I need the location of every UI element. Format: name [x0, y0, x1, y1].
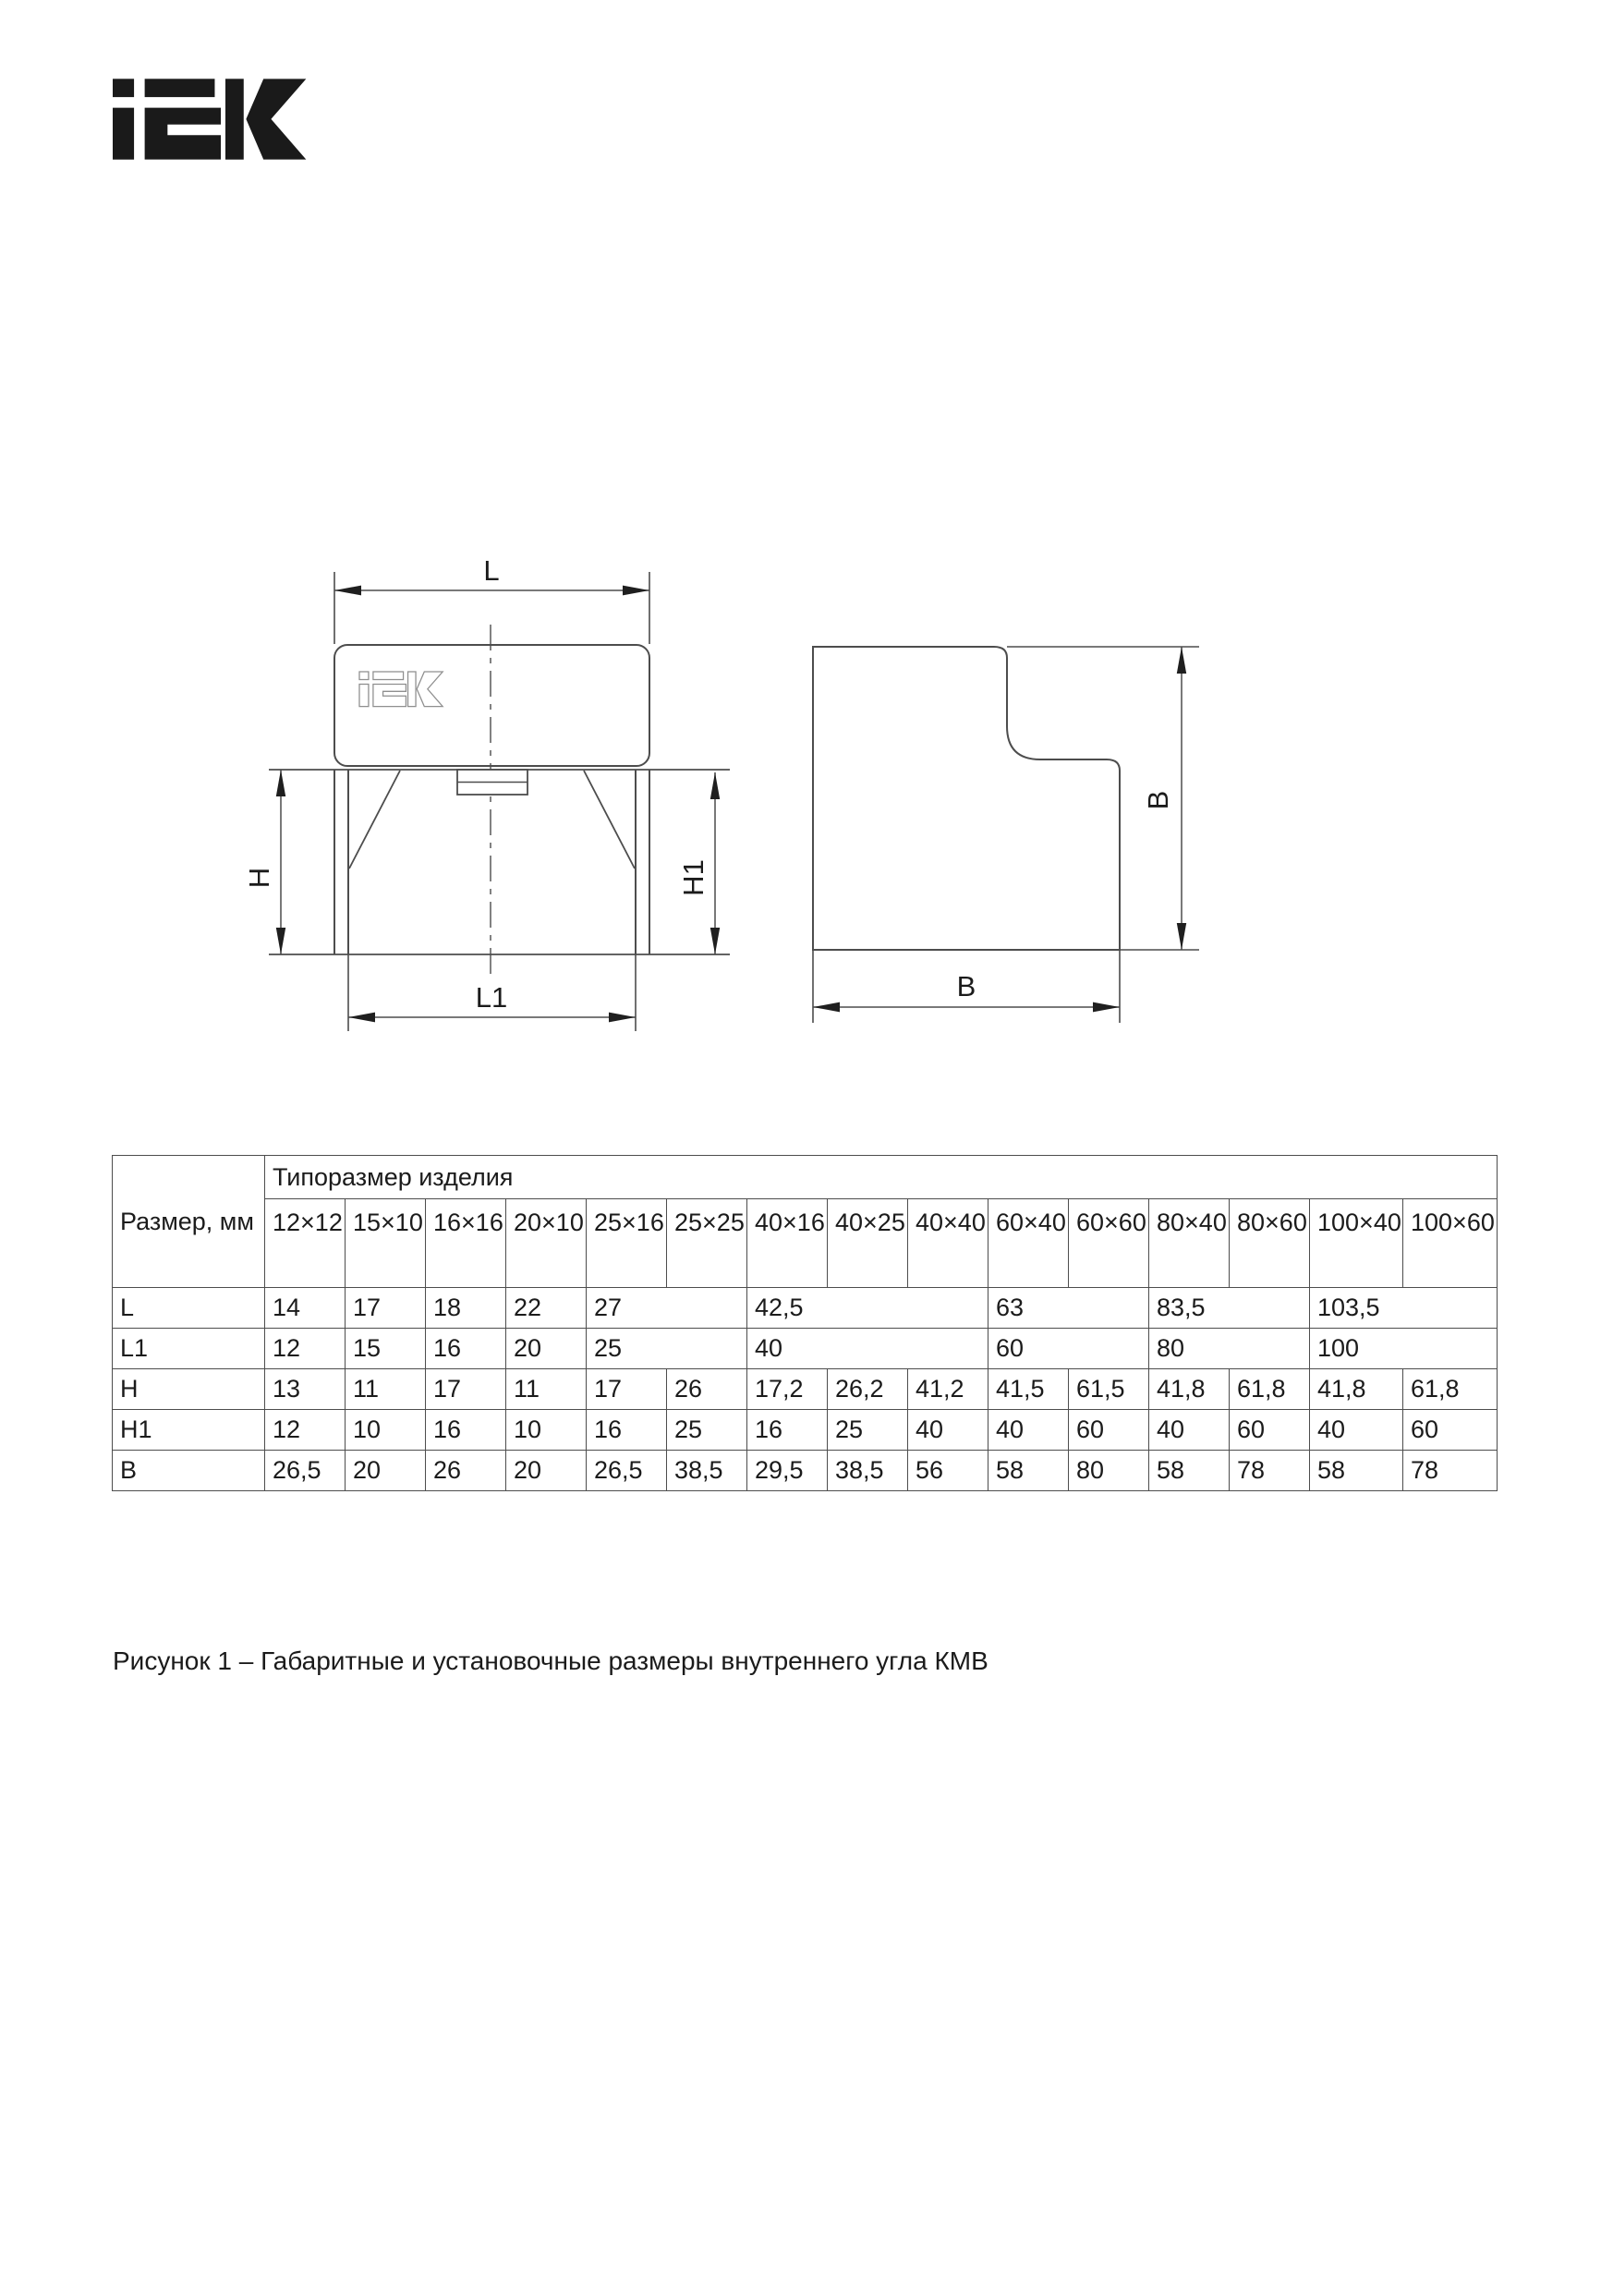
- value-cell: 38,5: [667, 1451, 747, 1491]
- size-column-header: 15×10: [346, 1199, 426, 1288]
- table-row: [113, 1451, 1498, 1491]
- value-cell: 61,5: [1069, 1369, 1149, 1410]
- size-column-header: 60×40: [988, 1199, 1069, 1288]
- row-label: L: [113, 1288, 265, 1329]
- arrowhead: [623, 586, 649, 596]
- front-view: [269, 572, 730, 1031]
- arrowhead: [1093, 1002, 1120, 1013]
- value-cell: 16: [587, 1410, 667, 1451]
- value-cell: 103,5: [1310, 1288, 1498, 1329]
- dim-label-B-horizontal: B: [956, 970, 976, 1002]
- arrowhead: [710, 928, 720, 954]
- value-cell: 18: [426, 1288, 506, 1329]
- size-column-header: 25×25: [667, 1199, 747, 1288]
- value-cell: 16: [747, 1410, 828, 1451]
- value-cell: 61,8: [1230, 1369, 1310, 1410]
- table-row: [113, 1329, 1498, 1369]
- value-cell: 26,5: [587, 1451, 667, 1491]
- table-body: [113, 1288, 1498, 1491]
- value-cell: 10: [346, 1410, 426, 1451]
- value-cell: 11: [346, 1369, 426, 1410]
- value-cell: 83,5: [1149, 1288, 1310, 1329]
- base-walls: [334, 770, 649, 954]
- value-cell: 17: [346, 1288, 426, 1329]
- value-cell: 42,5: [747, 1288, 988, 1329]
- value-cell: 20: [506, 1451, 587, 1491]
- value-cell: 13: [265, 1369, 346, 1410]
- arrowhead: [1177, 923, 1186, 950]
- table-row: [113, 1410, 1498, 1451]
- row-label: B: [113, 1451, 265, 1491]
- value-cell: 11: [506, 1369, 587, 1410]
- size-column-header: 40×25: [828, 1199, 908, 1288]
- row-label: L1: [113, 1329, 265, 1369]
- value-cell: 58: [1310, 1451, 1403, 1491]
- table-row: [113, 1288, 1498, 1329]
- size-column-header: 80×40: [1149, 1199, 1230, 1288]
- value-cell: 40: [908, 1410, 988, 1451]
- value-cell: 16: [426, 1410, 506, 1451]
- size-column-header: 80×60: [1230, 1199, 1310, 1288]
- size-column-header: 100×40: [1310, 1199, 1403, 1288]
- arrowhead: [348, 1013, 375, 1023]
- side-view: [813, 647, 1199, 1023]
- arrowhead: [609, 1013, 636, 1023]
- technical-drawing: [240, 531, 1243, 1049]
- value-cell: 14: [265, 1288, 346, 1329]
- value-cell: 27: [587, 1288, 747, 1329]
- corner-header-cell: Размер, мм: [113, 1156, 265, 1288]
- value-cell: 41,8: [1149, 1369, 1230, 1410]
- value-cell: 61,8: [1403, 1369, 1498, 1410]
- value-cell: 16: [426, 1329, 506, 1369]
- value-cell: 41,2: [908, 1369, 988, 1410]
- value-cell: 26,2: [828, 1369, 908, 1410]
- value-cell: 17,2: [747, 1369, 828, 1410]
- value-cell: 10: [506, 1410, 587, 1451]
- value-cell: 20: [506, 1329, 587, 1369]
- size-column-header: 16×16: [426, 1199, 506, 1288]
- arrowhead: [334, 586, 361, 596]
- value-cell: 80: [1149, 1329, 1310, 1369]
- value-cell: 60: [1069, 1410, 1149, 1451]
- value-cell: 41,5: [988, 1369, 1069, 1410]
- dim-label-H1: H1: [677, 859, 709, 896]
- iek-logo: [113, 79, 308, 160]
- size-column-header: 40×16: [747, 1199, 828, 1288]
- value-cell: 22: [506, 1288, 587, 1329]
- value-cell: 100: [1310, 1329, 1498, 1369]
- value-cell: 58: [988, 1451, 1069, 1491]
- value-cell: 56: [908, 1451, 988, 1491]
- size-header-row: [113, 1199, 1498, 1288]
- value-cell: 60: [988, 1329, 1149, 1369]
- size-column-header: 25×16: [587, 1199, 667, 1288]
- value-cell: 26: [426, 1451, 506, 1491]
- value-cell: 17: [587, 1369, 667, 1410]
- dimensions-table: [112, 1155, 1498, 1491]
- value-cell: 63: [988, 1288, 1149, 1329]
- arrowhead: [1177, 647, 1186, 674]
- figure-caption: Рисунок 1 – Габаритные и установочные размеры внутреннего угла КМВ: [113, 1646, 988, 1675]
- value-cell: 78: [1230, 1451, 1310, 1491]
- value-cell: 40: [747, 1329, 988, 1369]
- dim-label-H: H: [243, 867, 275, 889]
- corner-profile: [813, 647, 1120, 950]
- dim-label-L: L: [483, 554, 500, 587]
- value-cell: 38,5: [828, 1451, 908, 1491]
- value-cell: 26: [667, 1369, 747, 1410]
- size-column-header: 40×40: [908, 1199, 988, 1288]
- size-column-header: 60×60: [1069, 1199, 1149, 1288]
- row-label: H: [113, 1369, 265, 1410]
- arrowhead: [276, 770, 285, 796]
- value-cell: 40: [1310, 1410, 1403, 1451]
- table-header-group-row: [113, 1156, 1498, 1199]
- value-cell: 40: [988, 1410, 1069, 1451]
- size-column-header: 20×10: [506, 1199, 587, 1288]
- cover-outline: [334, 645, 649, 766]
- arrowhead: [276, 928, 285, 954]
- value-cell: 25: [587, 1329, 747, 1369]
- value-cell: 20: [346, 1451, 426, 1491]
- value-cell: 29,5: [747, 1451, 828, 1491]
- arrowhead: [813, 1002, 840, 1013]
- dim-label-B-vertical: B: [1142, 790, 1174, 810]
- value-cell: 40: [1149, 1410, 1230, 1451]
- size-column-header: 12×12: [265, 1199, 346, 1288]
- value-cell: 25: [667, 1410, 747, 1451]
- value-cell: 12: [265, 1329, 346, 1369]
- dim-label-L1: L1: [475, 981, 508, 1014]
- size-column-header: 100×60: [1403, 1199, 1498, 1288]
- value-cell: 15: [346, 1329, 426, 1369]
- value-cell: 80: [1069, 1451, 1149, 1491]
- arrowhead: [710, 772, 720, 799]
- group-header-cell: Типоразмер изделия: [265, 1156, 1498, 1199]
- value-cell: 12: [265, 1410, 346, 1451]
- value-cell: 41,8: [1310, 1369, 1403, 1410]
- value-cell: 17: [426, 1369, 506, 1410]
- value-cell: 26,5: [265, 1451, 346, 1491]
- value-cell: 78: [1403, 1451, 1498, 1491]
- value-cell: 60: [1403, 1410, 1498, 1451]
- table-row: [113, 1369, 1498, 1410]
- value-cell: 58: [1149, 1451, 1230, 1491]
- row-label: H1: [113, 1410, 265, 1451]
- value-cell: 60: [1230, 1410, 1310, 1451]
- value-cell: 25: [828, 1410, 908, 1451]
